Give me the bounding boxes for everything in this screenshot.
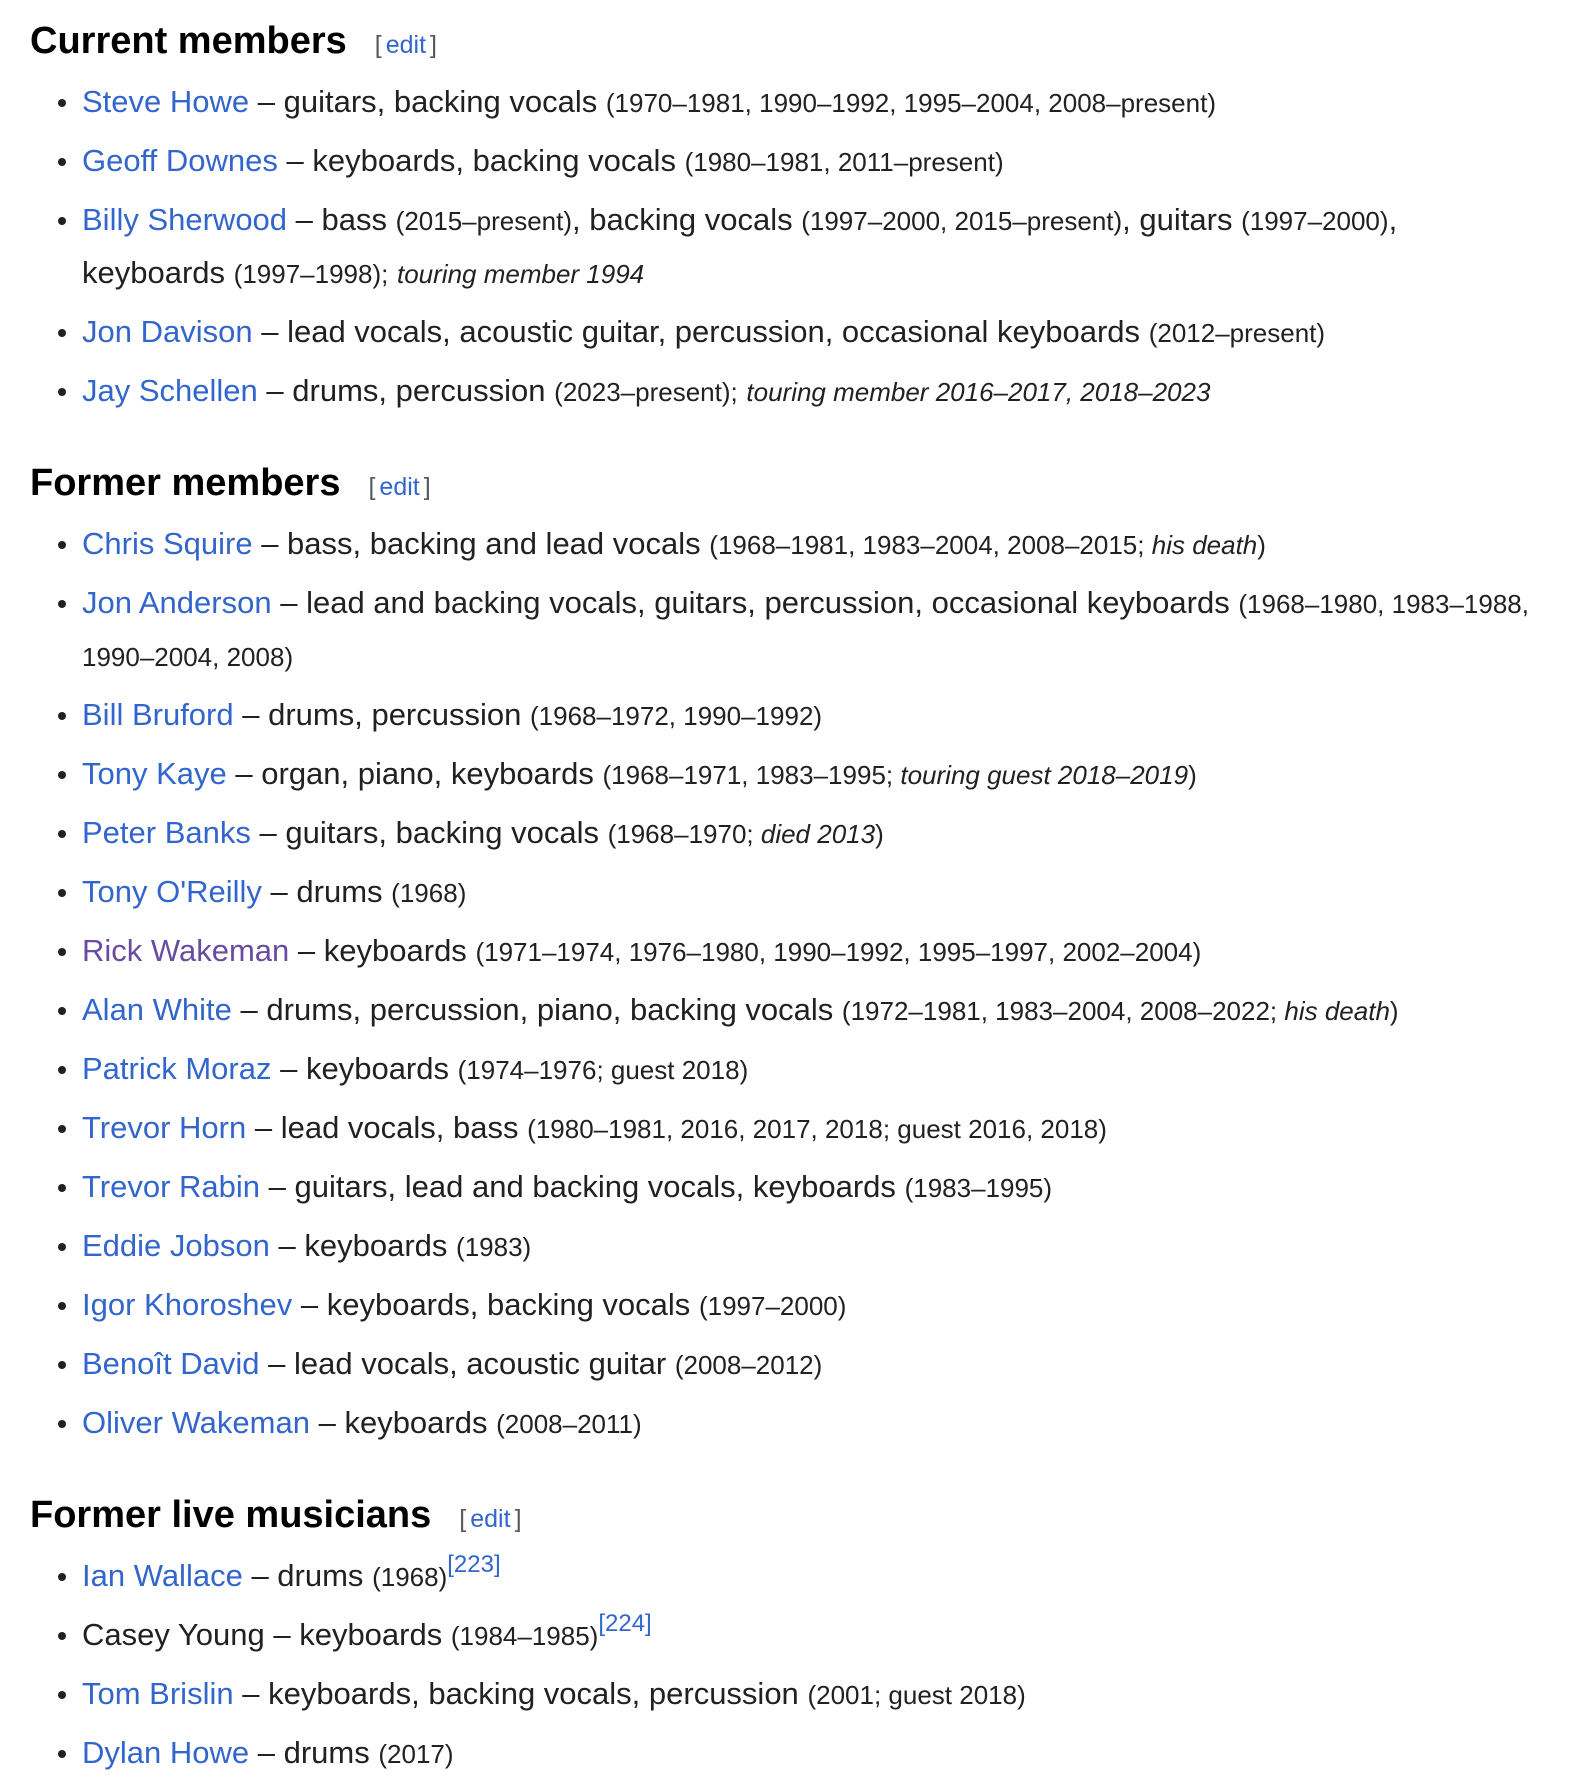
member-link-tom-brislin[interactable]: Tom Brislin	[82, 1676, 234, 1711]
section-heading-former-live-musicians: Former live musicians	[30, 1494, 432, 1536]
member-link-benoit-david[interactable]: Benoît David	[82, 1346, 260, 1381]
member-roles: keyboards, backing vocals	[326, 1287, 691, 1322]
member-years: 2015–present	[404, 206, 564, 236]
member-roles: lead vocals, acoustic guitar	[293, 1346, 667, 1381]
member-years: 1980–1981, 2016, 2017, 2018	[535, 1114, 883, 1144]
list-item-steve-howe: Steve Howe – guitars, backing vocals (1970–1981, 1990–1992, 1995–2004, 2008–present)	[82, 76, 1554, 129]
member-years: 1968	[380, 1562, 439, 1592]
member-years: 1968–1972, 1990–1992	[538, 701, 814, 731]
member-roles: keyboards	[305, 1051, 449, 1086]
member-years: 2001	[816, 1680, 874, 1710]
list-item-alan-white: Alan White – drums, percussion, piano, backing vocals (1972–1981, 1983–2004, 2008–2022; his death)	[82, 984, 1554, 1037]
member-note: touring member 2016–2017, 2018–2023	[746, 377, 1211, 407]
member-roles: drums, percussion	[292, 373, 546, 408]
citation-ref	[447, 1551, 500, 1578]
current-members-list	[30, 76, 1554, 418]
member-link-rick-wakeman[interactable]: Rick Wakeman	[82, 933, 290, 968]
member-link-trevor-horn[interactable]: Trevor Horn	[82, 1110, 247, 1145]
member-years: 2023–present	[562, 377, 722, 407]
member-link-patrick-moraz[interactable]: Patrick Moraz	[82, 1051, 272, 1086]
member-roles: keyboards	[304, 1228, 448, 1263]
member-years: 2008–2011	[504, 1409, 633, 1439]
member-roles: keyboards	[344, 1405, 488, 1440]
list-item-geoff-downes: Geoff Downes – keyboards, backing vocals (1980–1981, 2011–present)	[82, 135, 1554, 188]
member-link-tony-kaye[interactable]: Tony Kaye	[82, 756, 227, 791]
edit-section-link-current: [ edit ]	[374, 31, 437, 59]
section-former-members	[30, 456, 1554, 1450]
heading-row-former	[30, 456, 1554, 510]
member-name-casey-young: Casey Young	[82, 1617, 265, 1652]
member-roles: lead vocals, acoustic guitar, percussion, occasional keyboards	[287, 314, 1141, 349]
list-item-tony-kaye: Tony Kaye – organ, piano, keyboards (1968–1971, 1983–1995; touring guest 2018–2019)	[82, 748, 1554, 801]
member-roles: drums	[296, 874, 383, 909]
member-roles: guitars, backing vocals	[285, 815, 599, 850]
member-link-billy-sherwood[interactable]: Billy Sherwood	[82, 202, 288, 237]
member-years: 1968–1981, 1983–2004, 2008–2015	[717, 530, 1138, 560]
member-years: 1971–1974, 1976–1980, 1990–1992, 1995–1997, 2002–2004	[484, 937, 1193, 967]
list-item-trevor-horn: Trevor Horn – lead vocals, bass (1980–1981, 2016, 2017, 2018; guest 2016, 2018)	[82, 1102, 1554, 1155]
member-roles: guitars, backing vocals	[283, 84, 598, 119]
edit-section-link-former: [ edit ]	[368, 473, 431, 501]
member-link-bill-bruford[interactable]: Bill Bruford	[82, 697, 234, 732]
list-item-rick-wakeman: Rick Wakeman – keyboards (1971–1974, 1976–1980, 1990–1992, 1995–1997, 2002–2004)	[82, 925, 1554, 978]
member-roles: keyboards, backing vocals, percussion	[268, 1676, 799, 1711]
member-note: touring guest 2018–2019	[900, 760, 1189, 790]
member-roles: keyboards	[299, 1617, 443, 1652]
list-item-ian-wallace: Ian Wallace – drums (1968)[223]	[82, 1550, 1554, 1603]
member-roles: bass, backing and lead vocals	[287, 526, 701, 561]
member-link-eddie-jobson[interactable]: Eddie Jobson	[82, 1228, 270, 1263]
section-current-members	[30, 14, 1554, 418]
member-years: 1974–1976	[466, 1055, 597, 1085]
member-years: 1972–1981, 1983–2004, 2008–2022	[850, 996, 1270, 1026]
member-link-oliver-wakeman[interactable]: Oliver Wakeman	[82, 1405, 310, 1440]
member-roles: guitars, lead and backing vocals, keyboards	[294, 1169, 896, 1204]
member-years: 1983–1995	[913, 1173, 1044, 1203]
edit-link-live[interactable]: edit	[470, 1505, 511, 1533]
member-link-jay-schellen[interactable]: Jay Schellen	[82, 373, 258, 408]
list-item-bill-bruford: Bill Bruford – drums, percussion (1968–1972, 1990–1992)	[82, 689, 1554, 742]
member-years: 1983	[464, 1232, 523, 1262]
member-extra: guest 2016, 2018	[897, 1114, 1099, 1144]
member-role: guitars	[1139, 202, 1233, 237]
member-extra: guest 2018	[888, 1680, 1018, 1710]
member-years: 1997–2000, 2015–present	[809, 206, 1114, 236]
member-roles: drums	[283, 1735, 370, 1770]
list-item-dylan-howe: Dylan Howe – drums (2017)	[82, 1727, 1554, 1780]
citation-ref	[598, 1610, 651, 1637]
member-role: backing vocals	[589, 202, 793, 237]
member-roles: keyboards, backing vocals	[312, 143, 676, 178]
member-link-chris-squire[interactable]: Chris Squire	[82, 526, 253, 561]
citation-link-223[interactable]: [223]	[447, 1551, 501, 1578]
member-years: 1984–1985	[459, 1621, 590, 1651]
member-link-ian-wallace[interactable]: Ian Wallace	[82, 1558, 243, 1593]
member-years: 1968–1980, 1983–1988, 1990–2004, 2008	[82, 589, 1529, 672]
former-live-musicians-list	[30, 1550, 1554, 1780]
member-link-trevor-rabin[interactable]: Trevor Rabin	[82, 1169, 261, 1204]
member-roles: organ, piano, keyboards	[261, 756, 594, 791]
member-extra: guest 2018	[610, 1055, 740, 1085]
edit-link-former[interactable]: edit	[379, 473, 420, 501]
member-years: 2012–present	[1157, 318, 1317, 348]
section-heading-former-members: Former members	[30, 462, 341, 504]
heading-row-live	[30, 1488, 1554, 1542]
member-years: 1997–1998	[242, 259, 373, 289]
list-item-jon-davison: Jon Davison – lead vocals, acoustic guitar, percussion, occasional keyboards (2012–present)	[82, 306, 1554, 359]
member-link-jon-anderson[interactable]: Jon Anderson	[82, 585, 272, 620]
member-roles: drums	[277, 1558, 364, 1593]
member-years: 1968–1970	[616, 819, 747, 849]
member-link-jon-davison[interactable]: Jon Davison	[82, 314, 253, 349]
member-link-steve-howe[interactable]: Steve Howe	[82, 84, 250, 119]
heading-row-current	[30, 14, 1554, 68]
member-roles: lead vocals, bass	[280, 1110, 519, 1145]
member-years: 1980–1981, 2011–present	[693, 147, 995, 177]
member-note: his death	[1151, 530, 1258, 560]
list-item-casey-young: Casey Young – keyboards (1984–1985)[224]	[82, 1609, 1554, 1662]
list-item-tony-oreilly: Tony O'Reilly – drums (1968)	[82, 866, 1554, 919]
edit-link-current[interactable]: edit	[385, 31, 427, 59]
list-item-peter-banks: Peter Banks – guitars, backing vocals (1968–1970; died 2013)	[82, 807, 1554, 860]
list-item-eddie-jobson: Eddie Jobson – keyboards (1983)	[82, 1220, 1554, 1273]
list-item-benoit-david: Benoît David – lead vocals, acoustic guitar (2008–2012)	[82, 1338, 1554, 1391]
list-item-chris-squire: Chris Squire – bass, backing and lead vocals (1968–1981, 1983–2004, 2008–2015; his death)	[82, 518, 1554, 571]
member-role: keyboards	[82, 255, 226, 290]
section-former-live-musicians	[30, 1488, 1554, 1780]
member-link-tony-oreilly[interactable]: Tony O'Reilly	[82, 874, 262, 909]
member-link-geoff-downes[interactable]: Geoff Downes	[82, 143, 278, 178]
member-roles: keyboards	[323, 933, 467, 968]
list-item-oliver-wakeman: Oliver Wakeman – keyboards (2008–2011)	[82, 1397, 1554, 1450]
member-roles: drums, percussion, piano, backing vocals	[266, 992, 834, 1027]
member-years: 1968	[399, 878, 458, 908]
member-link-peter-banks[interactable]: Peter Banks	[82, 815, 251, 850]
edit-section-link-live: [ edit ]	[459, 1505, 522, 1533]
list-item-jon-anderson: Jon Anderson – lead and backing vocals, guitars, percussion, occasional keyboards (1968–1980, 1983–1988, 1990–2004, 2008)	[82, 577, 1554, 683]
list-item-billy-sherwood: Billy Sherwood – bass (2015–present), backing vocals (1997–2000, 2015–present), guitars (1997–2000), keyboards (1997–1998); touring member 1994	[82, 194, 1554, 300]
member-years: 2017	[387, 1739, 445, 1769]
member-link-alan-white[interactable]: Alan White	[82, 992, 232, 1027]
former-members-list	[30, 518, 1554, 1450]
member-link-dylan-howe[interactable]: Dylan Howe	[82, 1735, 250, 1770]
section-heading-current-members: Current members	[30, 20, 347, 62]
member-roles: drums, percussion	[268, 697, 522, 732]
member-note: died 2013	[760, 819, 876, 849]
member-note: touring member 1994	[396, 259, 645, 289]
list-item-jay-schellen: Jay Schellen – drums, percussion (2023–present); touring member 2016–2017, 2018–2023	[82, 365, 1554, 418]
list-item-trevor-rabin: Trevor Rabin – guitars, lead and backing vocals, keyboards (1983–1995)	[82, 1161, 1554, 1214]
member-years: 1968–1971, 1983–1995	[611, 760, 886, 790]
list-item-patrick-moraz: Patrick Moraz – keyboards (1974–1976; guest 2018)	[82, 1043, 1554, 1096]
member-years: 1997–2000	[1249, 206, 1380, 236]
member-note: his death	[1284, 996, 1390, 1026]
member-years: 1997–2000	[707, 1291, 838, 1321]
member-roles: lead and backing vocals, guitars, percussion, occasional keyboards	[306, 585, 1230, 620]
member-role: bass	[321, 202, 388, 237]
member-link-igor-khoroshev[interactable]: Igor Khoroshev	[82, 1287, 293, 1322]
member-years: 1970–1981, 1990–1992, 1995–2004, 2008–present	[614, 88, 1208, 118]
member-years: 2008–2012	[683, 1350, 814, 1380]
list-item-tom-brislin: Tom Brislin – keyboards, backing vocals, percussion (2001; guest 2018)	[82, 1668, 1554, 1721]
list-item-igor-khoroshev: Igor Khoroshev – keyboards, backing vocals (1997–2000)	[82, 1279, 1554, 1332]
citation-link-224[interactable]: [224]	[598, 1610, 652, 1637]
